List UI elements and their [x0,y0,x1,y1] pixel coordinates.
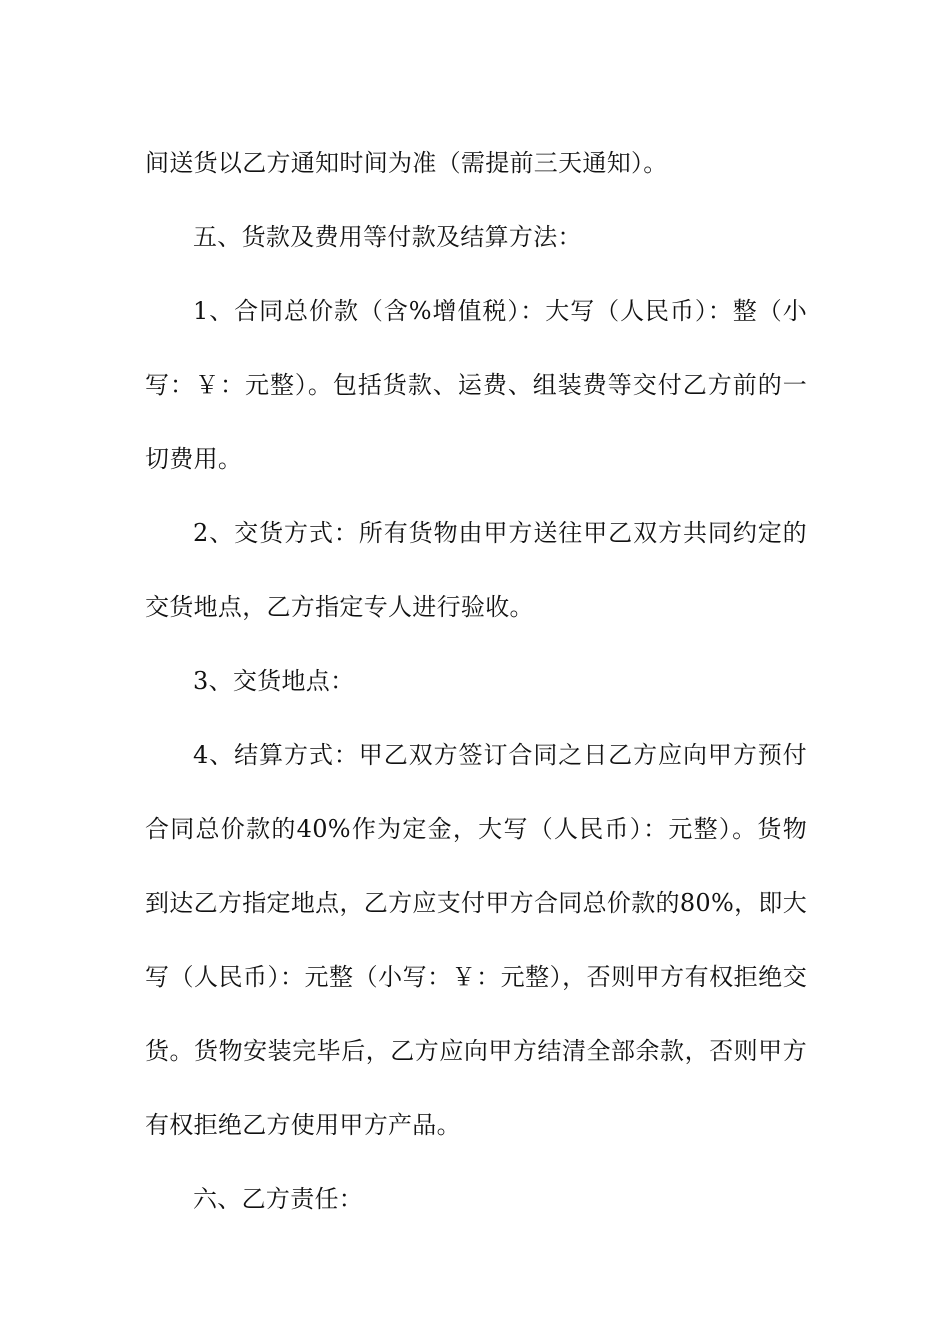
paragraph-delivery-notice: 间送货以乙方通知时间为准（需提前三天通知）。 [145,149,668,177]
section-heading-party-b-responsibility: 六、乙方责任： [193,1185,364,1213]
clause-settlement-method: 4、结算方式：甲乙双方签订合同之日乙方应向甲方预付合同总价款的40%作为定金，大写（人民币）：元整）。货物到达乙方指定地点，乙方应支付甲方合同总价款的80%，即大写（人民币）：元整（小写：￥：元整），否则甲方有权拒绝交货。货物安装完毕后，乙方应向甲方结清全部余款，否则甲方有权拒绝乙方使用甲方产品。 [145,741,807,1139]
document-body [145,126,807,1236]
clause-delivery-location: 3、交货地点： [193,667,355,695]
section-heading-payment: 五、货款及费用等付款及结算方法： [193,223,582,251]
clause-total-price: 1、合同总价款（含%增值税）：大写（人民币）：整（小写：￥：元整）。包括货款、运费、组装费等交付乙方前的一切费用。 [145,297,807,473]
clause-delivery-method: 2、交货方式：所有货物由甲方送往甲乙双方共同约定的交货地点，乙方指定专人进行验收。 [145,519,807,621]
